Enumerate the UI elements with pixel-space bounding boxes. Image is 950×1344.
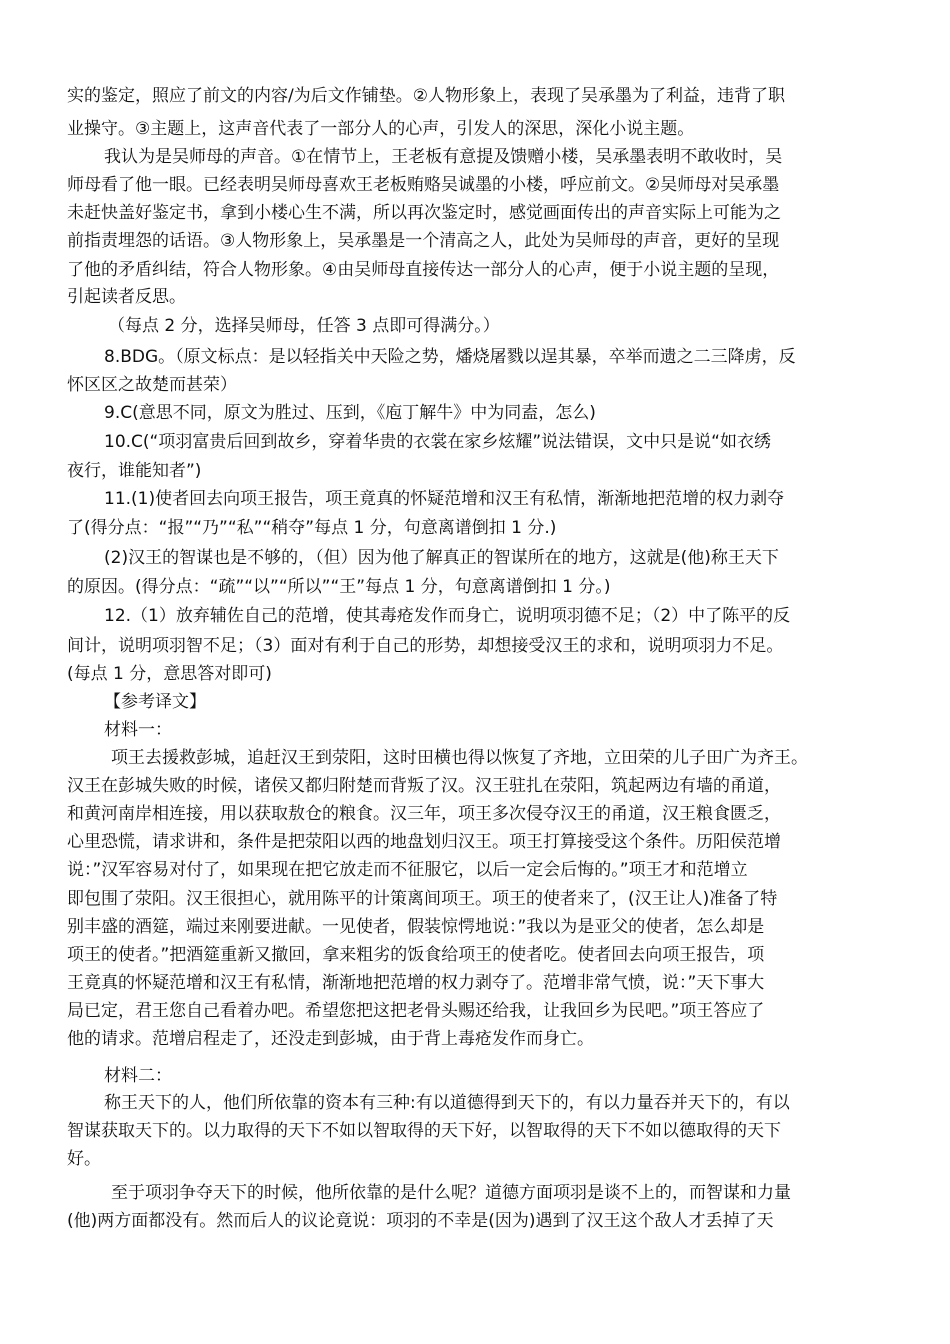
text-line: 即包围了荥阳。汉王很担心，就用陈平的计策离间项王。项王的使者来了，(汉王让人)准备了特 — [67, 889, 778, 909]
text-line: 王竟真的怀疑范增和汉王有私情，渐渐地把范增的权力剥夺了。范增非常气愤，说：”天下事大 — [67, 973, 765, 993]
text-line: (2)汉王的智谋也是不够的，（但）因为他了解真正的智谋所在的地方，这就是(他)称王天下 — [104, 548, 779, 568]
text-line: 引起读者反思。 — [67, 287, 186, 307]
text-line: 【参考译文】 — [104, 692, 206, 712]
text-line: (每点 1 分，意思答对即可) — [67, 664, 272, 684]
text-line: 好。 — [67, 1149, 101, 1169]
text-line: 了他的矛盾纠结，符合人物形象。④由吴师母直接传达一部分人的心声，便于小说主题的呈现， — [67, 260, 780, 280]
text-line: 材料二： — [104, 1066, 172, 1086]
text-line: (他)两方面都没有。然而后人的议论竟说：项羽的不幸是(因为)遇到了汉王这个敌人才丢掉了天 — [67, 1211, 774, 1231]
text-line: 师母看了他一眼。已经表明吴师母喜欢王老板贿赂吴诚墨的小楼，呼应前文。②吴师母对吴承墨 — [67, 175, 780, 195]
text-line: 至于项羽争夺天下的时候，他所依靠的是什么呢？道德方面项羽是谈不上的，而智谋和力量 — [111, 1183, 791, 1203]
text-line: （每点 2 分，选择吴师母，任答 3 点即可得满分。） — [108, 316, 500, 336]
text-line: 说：”汉军容易对付了，如果现在把它放走而不征服它，以后一定会后悔的。”项王才和范增立 — [67, 860, 748, 880]
text-line: 实的鉴定，照应了前文的内容/为后文作铺垫。②人物形象上，表现了吴承墨为了利益，违背了职 — [67, 86, 785, 106]
text-line: 项王去援救彭城，追赶汉王到荥阳，这时田横也得以恢复了齐地，立田荣的儿子田广为齐王。 — [111, 748, 808, 768]
text-line: 9.C(意思不同，原文为胜过、压到，《庖丁解牛》中为同盍，怎么) — [104, 403, 596, 423]
text-line: 了(得分点：“报”“乃”“私”“稍夺”每点 1 分，句意离谱倒扣 1 分.) — [67, 518, 557, 538]
text-line: 前指责埋怨的话语。③人物形象上，吴承墨是一个清高之人，此处为吴师母的声音，更好的呈现 — [67, 231, 780, 251]
text-line: 心里恐慌，请求讲和，条件是把荥阳以西的地盘划归汉王。项王打算接受这个条件。历阳侯范增 — [67, 832, 781, 852]
text-line: 10.C(“项羽富贵后回到故乡，穿着华贵的衣裳在家乡炫耀”说法错误，文中只是说“如衣绣 — [104, 432, 771, 452]
text-line: 他的请求。范增启程走了，还没走到彭城，由于背上毒疮发作而身亡。 — [67, 1029, 594, 1049]
text-line: 11.(1)使者回去向项王报告，项王竟真的怀疑范增和汉王有私情，渐渐地把范增的权力剥夺 — [104, 489, 785, 509]
text-line: 怀区区之故楚而甚荣） — [67, 375, 237, 395]
text-line: 8.BDG。（原文标点：是以轻指关中天险之势，燔烧屠戮以逞其暴，卒举而遗之二三降虏，反 — [104, 347, 796, 367]
text-line: 业操守。③主题上，这声音代表了一部分人的心声，引发人的深思，深化小说主题。 — [67, 119, 695, 139]
text-line: 我认为是吴师母的声音。①在情节上，王老板有意提及馈赠小楼，吴承墨表明不敢收时，吴 — [104, 147, 783, 167]
text-line: 间计，说明项羽智不足；（3）面对有利于自己的形势，却想接受汉王的求和，说明项羽力不足。 — [67, 636, 784, 656]
text-line: 夜行，谁能知者”) — [67, 461, 202, 481]
text-line: 别丰盛的酒筵，端过来刚要进献。一见使者，假装惊愕地说：”我以为是亚父的使者，怎么却是 — [67, 917, 765, 937]
text-line: 的原因。(得分点：“疏”“以”“所以”“王”每点 1 分，句意离谱倒扣 1 分。) — [67, 577, 611, 597]
text-line: 局已定，君王您自己看着办吧。希望您把这把老骨头赐还给我，让我回乡为民吧。”项王答应了 — [67, 1001, 765, 1021]
text-line: 智谋获取天下的。以力取得的天下不如以智取得的天下好，以智取得的天下不如以德取得的天下 — [67, 1121, 781, 1141]
text-line: 汉王在彭城失败的时候，诸侯又都归附楚而背叛了汉。汉王驻扎在荥阳，筑起两边有墙的甬道， — [67, 776, 781, 796]
text-line: 和黄河南岸相连接，用以获取敖仓的粮食。汉三年，项王多次侵夺汉王的甬道，汉王粮食匮乏， — [67, 804, 781, 824]
text-line: 称王天下的人，他们所依靠的资本有三种:有以道德得到天下的，有以力量吞并天下的，有以 — [104, 1093, 790, 1113]
text-line: 12.（1）放弃辅佐自己的范增，使其毒疮发作而身亡，说明项羽德不足；（2）中了陈平的反 — [104, 606, 791, 626]
text-line: 项王的使者。”把酒筵重新又撤回，拿来粗劣的饭食给项王的使者吃。使者回去向项王报告，项 — [67, 945, 765, 965]
text-line: 未赶快盖好鉴定书，拿到小楼心生不满，所以再次鉴定时，感觉画面传出的声音实际上可能为之 — [67, 203, 781, 223]
text-line: 材料一： — [104, 720, 172, 740]
